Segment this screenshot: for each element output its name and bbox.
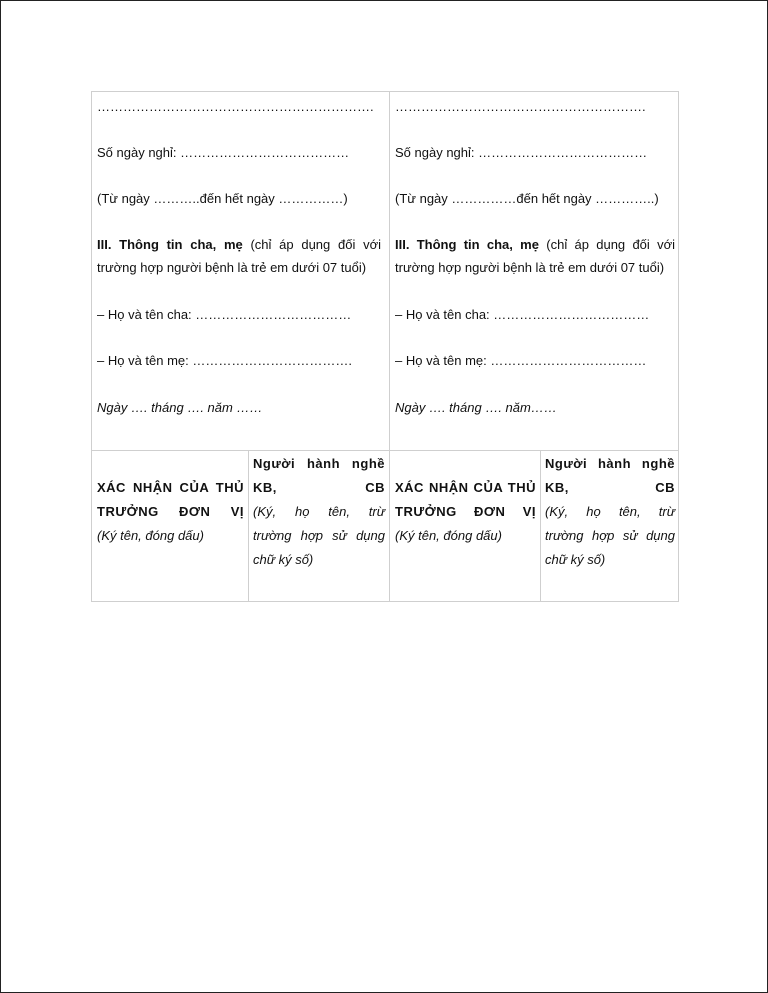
ho-ten-me: – Họ và tên mẹ: ………………………………. [97,353,352,368]
practitioner-title-line2: KB, CB [253,480,385,495]
section-heading [97,233,381,256]
ho-ten-cha: – Họ và tên cha: ……………………………… [97,307,352,322]
sign-note-line3: chữ ký số) [253,552,314,567]
unit-head-confirmation-left [97,476,244,548]
practitioner-title-line1: Người hành nghề [545,456,675,471]
date-line: Ngày …. tháng …. năm …… [97,400,263,415]
so-ngay-nghi: Số ngày nghỉ: ………………………………… [97,145,350,160]
cell-divider-left [248,450,249,602]
confirmation-title-line1: XÁC NHẬN CỦA THỦ [97,480,244,495]
section-note: (chỉ áp dụng đối với [242,237,381,252]
practitioner-signature-right [545,452,675,572]
tu-ngay: (Từ ngày ………..đến hết ngày ……………) [97,191,348,206]
form-table [91,91,679,602]
row-divider [92,450,678,451]
ho-ten-cha: – Họ và tên cha: ……………………………… [395,307,650,322]
unit-head-confirmation-right [395,476,536,548]
section-line2: trường hợp người bệnh là trẻ em dưới 07 tuổi) [395,260,665,275]
section-note: (chỉ áp dụng đối với [538,237,675,252]
dots-line: …………………………………………………. [395,99,646,114]
section-title: III. Thông tin cha, mẹ [97,237,243,252]
section-heading [395,233,675,256]
date-line: Ngày …. tháng …. năm…… [395,400,557,415]
sign-note-line3: chữ ký số) [545,552,606,567]
sign-stamp-note: (Ký tên, đóng dấu) [395,528,502,543]
practitioner-signature-left [253,452,385,572]
sign-note-line1: (Ký, họ tên, trừ [545,504,675,519]
confirmation-title-line2: TRƯỞNG ĐƠN VỊ [395,504,536,519]
column-divider [389,92,390,602]
section-title: III. Thông tin cha, mẹ [395,237,539,252]
practitioner-title-line2: KB, CB [545,480,675,495]
sign-note-line2: trường hợp sử dụng [253,528,385,543]
dots-line: ………………………………………………………. [97,99,374,114]
ho-ten-me: – Họ và tên mẹ: ……………………………… [395,353,647,368]
practitioner-title-line1: Người hành nghề [253,456,385,471]
sign-note-line1: (Ký, họ tên, trừ [253,504,385,519]
cell-divider-right [540,450,541,602]
tu-ngay: (Từ ngày ……………đến hết ngày …………..) [395,191,659,206]
confirmation-title-line1: XÁC NHẬN CỦA THỦ [395,480,536,495]
confirmation-title-line2: TRƯỞNG ĐƠN VỊ [97,504,244,519]
sign-note-line2: trường hợp sử dụng [545,528,675,543]
section-line2: trường hợp người bệnh là trẻ em dưới 07 tuổi) [97,260,367,275]
sign-stamp-note: (Ký tên, đóng dấu) [97,528,204,543]
so-ngay-nghi: Số ngày nghỉ: ………………………………… [395,145,648,160]
